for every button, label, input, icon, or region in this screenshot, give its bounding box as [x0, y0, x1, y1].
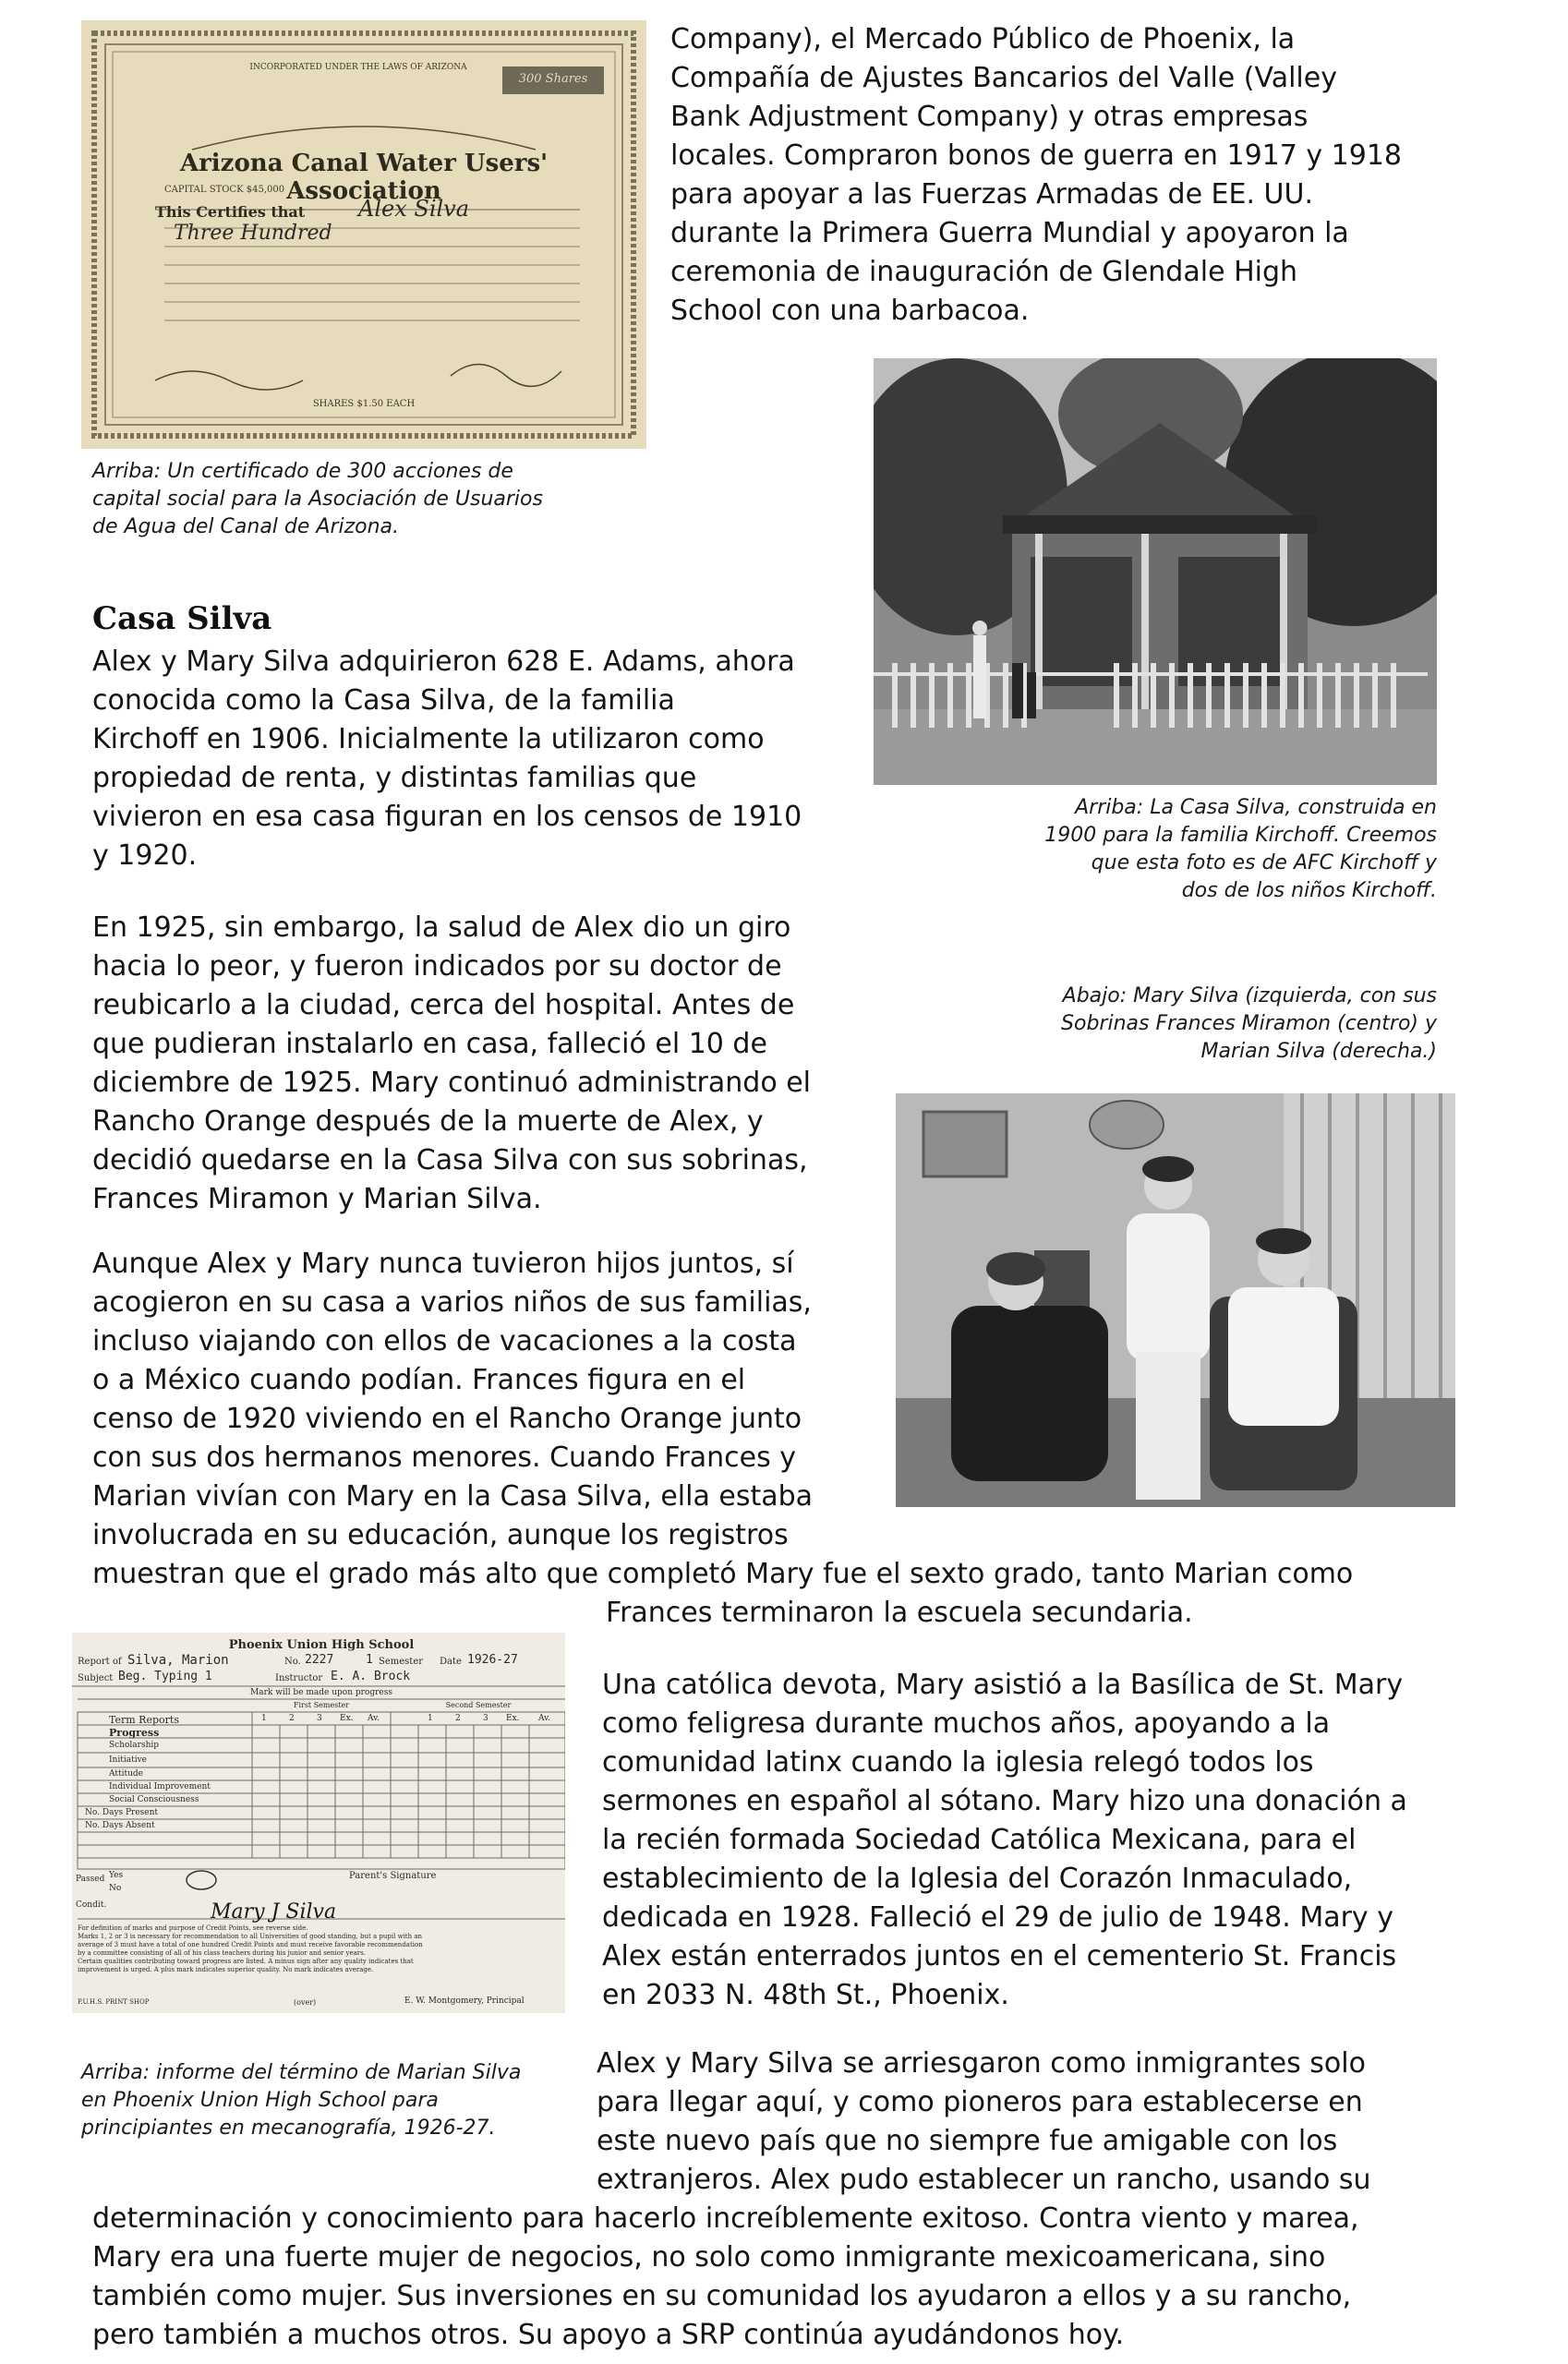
report-card-student: Silva, Marion [127, 1653, 229, 1668]
report-card-col-head: Ex. [506, 1714, 520, 1723]
report-card-subject: Beg. Typing 1 [118, 1670, 212, 1683]
stock-certificate-image [81, 20, 646, 449]
report-card-signature: Mary J Silva [211, 1900, 337, 1924]
report-card-no-option-label: No [109, 1884, 122, 1893]
report-card-principal: E. W. Montgomery, Principal [404, 1996, 525, 2006]
casa-silva-heading: Casa Silva [92, 600, 272, 637]
report-card-mark-note: Mark will be made upon progress [250, 1688, 392, 1697]
report-card-number: 2227 [305, 1653, 334, 1667]
intro-paragraph: Company), el Mercado Público de Phoenix, la Compañía de Ajustes Bancarios del Valle (Valley Bank Adjustment Company) y otras empresas locales. Compraron bonos de guerra en 1917 y 1918 para apoyar a las Fuerzas Armadas de EE. UU. durante la Primera Guerra Mundial y apoyaron la ceremonia de inauguración de Glendale High School con una barbacoa. [670, 23, 1402, 327]
certificate-title: Arizona Canal Water Users' Association [179, 150, 549, 205]
report-card-image [72, 1633, 565, 2013]
report-card-print-shop: P.U.H.S. PRINT SHOP [78, 1998, 150, 2006]
report-card-col-head: 1 [428, 1714, 433, 1723]
report-card-row-label: No. Days Present [85, 1808, 159, 1817]
report-card-no-label: No. [284, 1657, 301, 1667]
report-card-row-label: No. Days Absent [85, 1821, 155, 1830]
mary-silva-family-photo [896, 1093, 1455, 1507]
report-card-semester: 1 [366, 1653, 373, 1667]
report-card-row-label: Attitude [109, 1769, 143, 1779]
certificate-owner-name: Alex Silva [358, 196, 470, 222]
certificate-this-certifies: This Certifies that [155, 203, 306, 221]
certificate-caption: Arriba: Un certificado de 300 acciones de capital social para la Asociación de Usuarios de Agua del Canal de Arizona. [92, 460, 543, 538]
report-card-condit-label: Condit. [76, 1900, 107, 1910]
casa-silva-paragraph-2: En 1925, sin embargo, la salud de Alex dio un giro hacia lo peor, y fueron indicados por su doctor de reubicarlo a la ciudad, cerca del hospital. Antes de que pudieran instalarlo en casa, falleció el 10 de diciembre de 1925. Mary continuó administrando el Rancho Orange después de la muerte de Alex, y decidió quedarse en la Casa Silva con sus sobrinas, Frances Miramon y Marian Silva. [92, 911, 812, 1215]
report-card-col-head: 1 [261, 1714, 267, 1723]
report-card-over: (over) [294, 1998, 317, 2007]
report-card-instructor: E. A. Brock [331, 1670, 411, 1683]
report-card-row-label: Scholarship [109, 1741, 160, 1750]
house-photo-caption: Arriba: La Casa Silva, construida en 1900 para la familia Kirchoff. Creemos que esta foto es de AFC Kirchoff y dos de los niños Kirchoff. [1044, 796, 1437, 902]
family-photo-caption: Abajo: Mary Silva (izquierda, con sus Sobrinas Frances Miramon (centro) y Marian Silva (derecha.) [1061, 984, 1437, 1063]
report-card-caption: Arriba: informe del término de Marian Silva en Phoenix Union High School para principiantes en mecanografía, 1926-27. [81, 2061, 522, 2140]
report-card-subject-label: Subject [78, 1673, 114, 1683]
report-card-col-head: 3 [317, 1714, 322, 1723]
casa-silva-paragraph-3: Aunque Alex y Mary nunca tuvieron hijos juntos, sí acogieron en su casa a varios niños de sus familias, incluso viajando con ellos de vacaciones a la costa o a México cuando podían. Frances figura en el censo de 1920 viviendo en el Rancho Orange junto con sus dos hermanos menores. Cuando Frances y Marian vivían con Mary en la Casa Silva, ella estaba involucrada en su educación, aunque los registros [92, 1248, 814, 1551]
report-card-second-semester: Second Semester [445, 1701, 512, 1709]
report-card-date-label: Date [440, 1657, 462, 1667]
certificate-amount-written: Three Hundred [174, 222, 332, 245]
report-card-school: Phoenix Union High School [228, 1638, 415, 1652]
report-card-col-head: Av. [538, 1714, 551, 1723]
report-card-row-label: Individual Improvement [109, 1782, 211, 1791]
closing-paragraph-narrow: Alex y Mary Silva se arriesgaron como inmigrantes solo para llegar aquí, y como pioneros para establecerse en este nuevo país que no siempre fue amigable con los extranjeros. Alex pudo establecer un rancho, usando su [597, 2047, 1371, 2196]
report-card-passed-label: Passed [76, 1875, 105, 1884]
casa-silva-paragraph-3-end: Frances terminaron la escuela secundaria. [606, 1597, 1193, 1629]
report-card-fine-print: For definition of marks and purpose of Credit Points, see reverse side. Marks 1, 2 or 3 is necessary for recommendation to all Universities of good standing, but a pupil with an average of 3 must have a total of one hundred Credit Points and must receive favorable recommendation by a committee consisting of all of his class teachers during his junior and senior years. Certain qualities contributing toward progress are listed. A minus sign after any quality indicates that improvement is urged. A plus mark indicates superior quality. No mark indicates average. [78, 1924, 423, 1973]
report-card-first-semester: First Semester [293, 1701, 350, 1709]
report-card-semester-label: Semester [379, 1657, 424, 1667]
report-card-term-reports: Term Reports [109, 1714, 179, 1726]
report-card-parents-signature: Parent's Signature [349, 1871, 437, 1881]
report-card-col-head: Av. [368, 1714, 380, 1723]
closing-paragraph-wide: determinación y conocimiento para hacerlo increíblemente exitoso. Contra viento y marea, Mary era una fuerte mujer de negocios, no solo como inmigrante mexicoamericana, sino también como mujer. Sus inversiones en su comunidad los ayudaron a ellos y a su rancho, pero también a muchos otros. Su apoyo a SRP continúa ayudándonos hoy. [92, 2202, 1359, 2351]
report-card-row-label: Social Consciousness [109, 1795, 199, 1804]
casa-silva-paragraph-1: Alex y Mary Silva adquirieron 628 E. Adams, ahora conocida como la Casa Silva, de la familia Kirchoff en 1906. Inicialmente la utilizaron como propiedad de renta, y distintas familias que vivieron en esa casa figuran en los censos de 1910 y 1920. [92, 645, 802, 872]
report-card-date: 1926-27 [467, 1653, 518, 1667]
report-card-report-of: Report of [78, 1657, 122, 1667]
report-card-yes-label: Yes [109, 1871, 124, 1880]
report-card-col-head: Ex. [340, 1714, 354, 1723]
report-card-instructor-label: Instructor [275, 1673, 323, 1683]
casa-silva-house-photo [874, 358, 1437, 785]
certificate-shares-badge: 300 Shares [518, 72, 588, 86]
report-card-col-head: 3 [483, 1714, 488, 1723]
certificate-shares-each: SHARES $1.50 EACH [312, 399, 416, 409]
report-card-row-label: Initiative [109, 1755, 147, 1765]
casa-silva-paragraph-3-wide: muestran que el grado más alto que completó Mary fue el sexto grado, tanto Marian como [92, 1558, 1354, 1590]
catholic-paragraph: Una católica devota, Mary asistió a la Basílica de St. Mary como feligresa durante muchos años, apoyando a la comunidad latinx cuando la iglesia relegó todos los sermones en español al sótano. Mary hizo una donación a la recién formada Sociedad Católica Mexicana, para el establecimiento de la Iglesia del Corazón Inmaculado, dedicada en 1928. Falleció el 29 de julio de 1948. Mary y Alex están enterrados juntos en el cementerio St. Francis en 2033 N. 48th St., Phoenix. [602, 1669, 1407, 2011]
certificate-incorporated: INCORPORATED UNDER THE LAWS OF ARIZONA [249, 63, 467, 72]
report-card-col-head: 2 [289, 1714, 295, 1723]
certificate-capital-stock: CAPITAL STOCK $45,000 [164, 185, 285, 195]
report-card-col-head: 2 [455, 1714, 461, 1723]
report-card-row-label: Progress [109, 1727, 160, 1739]
